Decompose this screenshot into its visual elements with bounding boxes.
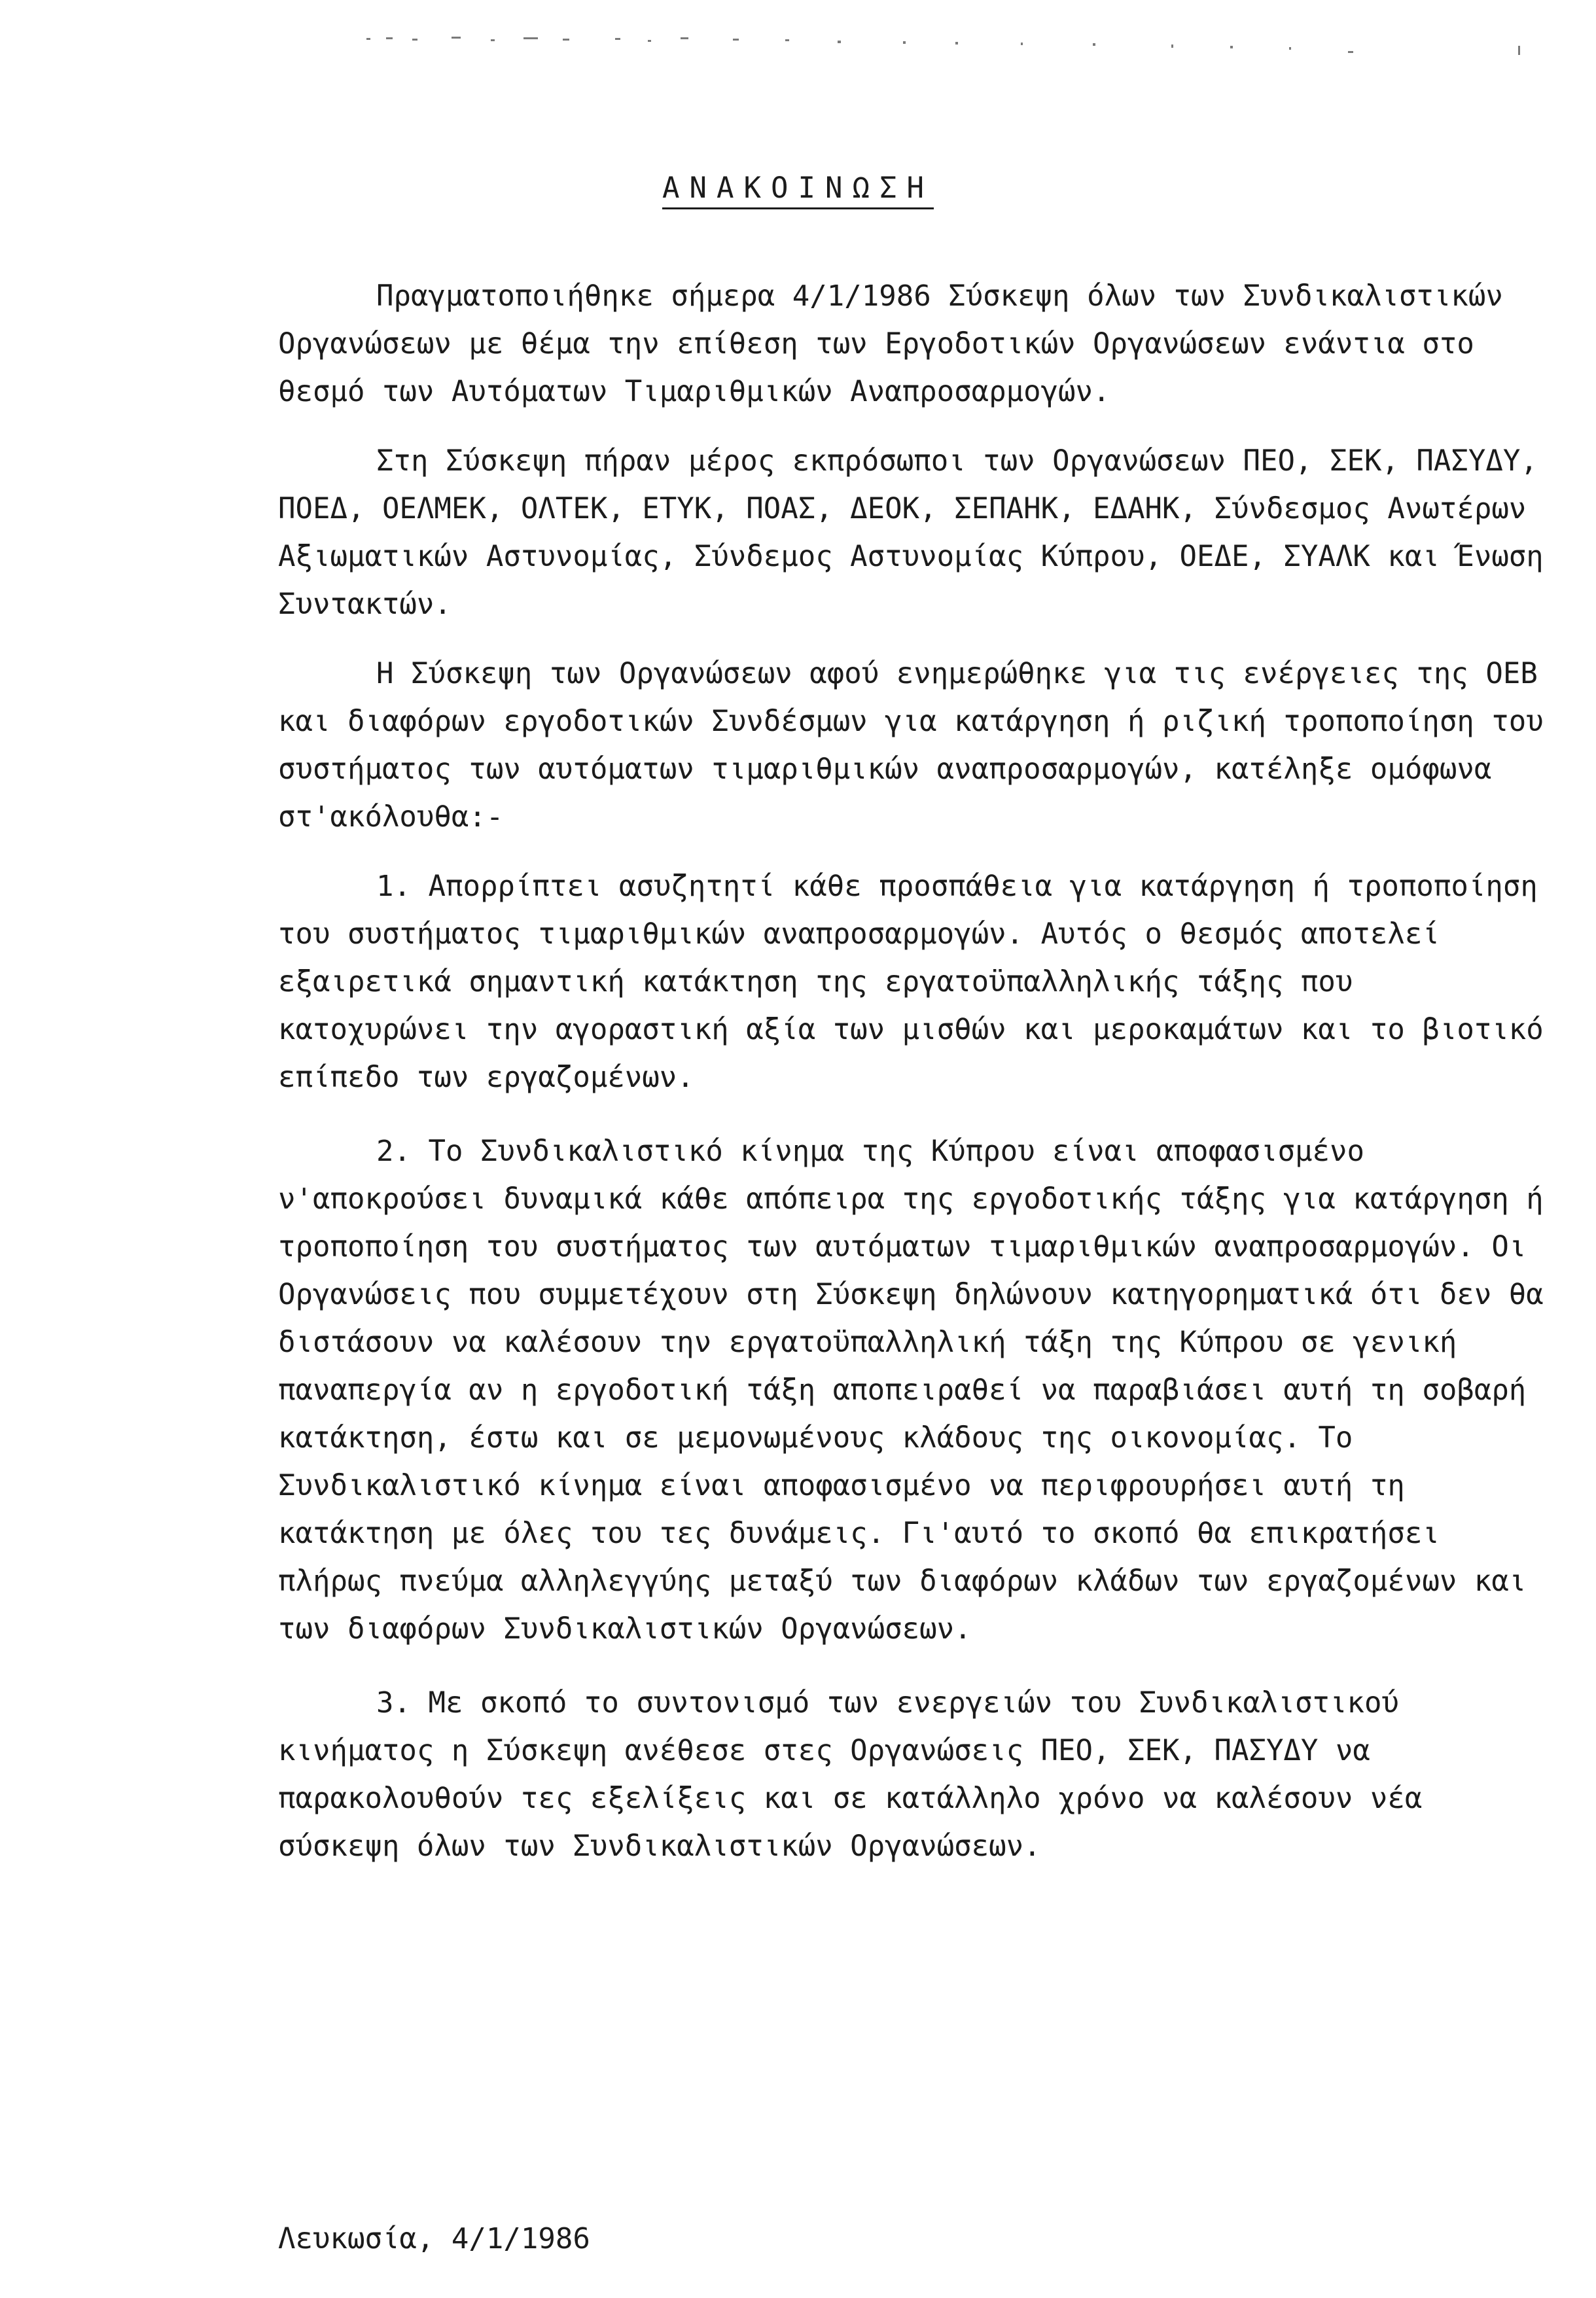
- paragraph-conclusion-lead: Η Σύσκεψη των Οργανώσεων αφού ενημερώθηκε για τις ενέργειες της ΟΕΒ και διαφόρων εργοδοτικών Συνδέσμων για κατάργηση ή ριζική τροποποίηση του συστήματος των αυτόματων τιμαριθμικών αναπροσαρμογών, κατέληξε ομόφωνα στ'ακόλουθα:-: [278, 657, 1544, 834]
- document-title: [0, 171, 1596, 205]
- scan-specks: [366, 26, 1584, 59]
- paragraph-participants: Στη Σύσκεψη πήραν μέρος εκπρόσωποι των Οργανώσεων ΠΕΟ, ΣΕΚ, ΠΑΣΥΔΥ, ΠΟΕΔ, ΟΕΛΜΕΚ, ΟΛΤΕΚ, ΕΤΥΚ, ΠΟΑΣ, ΔΕΟΚ, ΣΕΠΑΗΚ, ΕΔΑΗΚ, Σύνδεσμος Ανωτέρων Αξιωματικών Αστυνομίας, Σύνδεμος Αστυνομίας Κύπρου, ΟΕΔΕ, ΣΥΑΛΚ και Ένωση Συντακτών.: [278, 444, 1544, 621]
- paragraph-intro: Πραγματοποιήθηκε σήμερα 4/1/1986 Σύσκεψη όλων των Συνδικαλιστικών Οργανώσεων με θέμα την επίθεση των Εργοδοτικών Οργανώσεων ενάντια στο θεσμό των Αυτόματων Τιμαριθμικών Αναπροσαρμογών.: [278, 279, 1503, 408]
- numbered-item-1: 1. Απορρίπτει ασυζητητί κάθε προσπάθεια για κατάργηση ή τροποποίηση του συστήματος τιμαριθμικών αναπροσαρμογών. Αυτός ο θεσμός αποτελεί εξαιρετικά σημαντική κατάκτηση της εργατοϋπαλληλικής τάξης που κατοχυρώνει την αγοραστική αξία των μισθών και μεροκαμάτων και το βιοτικό επίπεδο των εργαζομένων.: [278, 870, 1544, 1094]
- numbered-item-2: 2. Το Συνδικαλιστικό κίνημα της Κύπρου είναι αποφασισμένο ν'αποκρούσει δυναμικά κάθε απόπειρα της εργοδοτικής τάξης για κατάργηση ή τροποποίηση του συστήματος των αυτόματων τιμαριθμικών αναπροσαρμογών. Οι Οργανώσεις που συμμετέχουν στη Σύσκεψη δηλώνουν κατηγορηματικά ότι δεν θα διστάσουν να καλέσουν την εργατοϋπαλληλική τάξη της Κύπρου σε γενική παναπεργία αν η εργοδοτική τάξη αποπειραθεί να παραβιάσει αυτή τη σοβαρή κατάκτηση, έστω και σε μεμονωμένους κλάδους της οικονομίας. Το Συνδικαλιστικό κίνημα είναι αποφασισμένο να περιφρουρήσει αυτή τη κατάκτηση με όλες του τες δυνάμεις. Γι'αυτό το σκοπό θα επικρατήσει πλήρως πνεύμα αλληλεγγύης μεταξύ των διαφόρων κλάδων των εργαζομένων και των διαφόρων Συνδικαλιστικών Οργανώσεων.: [278, 1135, 1544, 1646]
- signoff-place-date: Λευκωσία, 4/1/1986: [278, 2222, 590, 2255]
- numbered-item-3: 3. Με σκοπό το συντονισμό των ενεργειών του Συνδικαλιστικού κινήματος η Σύσκεψη ανέθεσε στες Οργανώσεις ΠΕΟ, ΣΕΚ, ΠΑΣΥΔΥ να παρακολουθούν τες εξελίξεις και σε κατάλληλο χρόνο να καλέσουν νέα σύσκεψη όλων των Συνδικαλιστικών Οργανώσεων.: [278, 1686, 1423, 1863]
- document-title-text: ΑΝΑΚΟΙΝΩΣΗ: [662, 171, 934, 209]
- document-body: [278, 272, 1548, 1896]
